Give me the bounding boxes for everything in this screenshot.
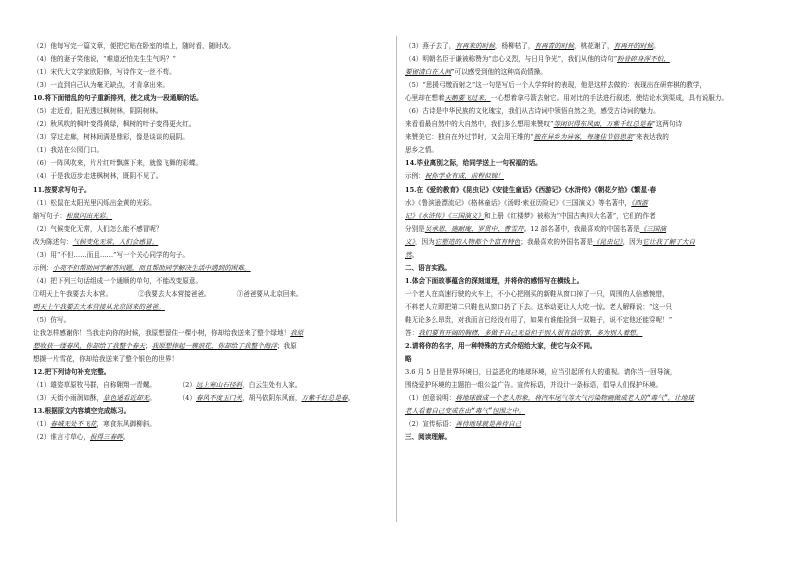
- text: ③爸爸要从北京回来。: [236, 289, 303, 298]
- left-line: [33, 236, 385, 249]
- text: 不料老人立即把第二只鞋也从窗口扔了下去。这举动更让人大吃一惊。老人解释说：“这一只: [405, 302, 673, 311]
- right-line: [405, 157, 759, 170]
- text: 。12 部名著中，我最喜欢的中国名著是: [523, 224, 640, 233]
- text: ，胡马依阴东风面，: [242, 394, 302, 403]
- text: 。: [347, 394, 355, 403]
- text: （2）气候变化无常，人们怎么能不感冒呢？: [33, 224, 163, 233]
- text: ，因为: [622, 237, 643, 246]
- text: ；我最喜欢的外国名著是: [520, 237, 593, 246]
- answer-text: 它让我了解了大自: [642, 237, 696, 246]
- answer-text: 义》: [405, 237, 415, 246]
- right-line: [405, 340, 759, 353]
- text: ，桃花谢了，: [574, 42, 614, 50]
- text: 来看看最自然中的大自然中，我们多么想用来赞叹“: [405, 120, 554, 129]
- text: ”可以感受到他的这种高尚情操。: [451, 68, 547, 77]
- left-line: [33, 405, 385, 418]
- right-column: [405, 40, 759, 444]
- right-line: [405, 92, 759, 105]
- answer-text: 万紫千红总是春: [301, 394, 348, 403]
- answer-text: 气候变化无常，人们会感冒。: [72, 237, 159, 246]
- answer-text: 老人看着自己变成在由“毒气”包围之中。: [405, 407, 526, 416]
- left-line: [33, 118, 385, 131]
- right-line: [405, 288, 759, 301]
- answer-text: 远上寒山石径斜: [195, 381, 243, 390]
- left-line: [33, 197, 385, 210]
- right-line: [405, 405, 759, 418]
- text: （2）: [181, 381, 196, 390]
- left-line: [33, 418, 385, 431]
- left-line: [33, 392, 385, 405]
- text: ①明天上午我要去大本营。: [33, 289, 113, 298]
- text: 答：: [405, 329, 419, 338]
- text: 示例：: [33, 263, 53, 272]
- right-line: [405, 79, 759, 92]
- text: （1）创意说明：: [405, 394, 456, 403]
- left-line: [33, 249, 385, 262]
- text: （6）一阵风吹来，片片红叶飘落下来，就像飞舞的彩蝶。: [33, 159, 203, 168]
- text: 分别是: [405, 224, 425, 233]
- answer-text: 《西游: [631, 198, 648, 207]
- right-line: [405, 118, 759, 131]
- text: 鞋无论多么昂贵，对我而言已经没有用了，如果有谁能捡到一双鞋子，说不定他还能穿呢！”: [405, 315, 673, 324]
- text: 14.毕业离别之际，给同学送上一句祝福的话。: [405, 159, 542, 168]
- text: 三、阅读理解。: [405, 433, 452, 442]
- text: ，寒食东风御柳斜。: [96, 420, 156, 429]
- text: 一心想着拿弓箭去射它。用对比的手法进行叙述，使结论水到渠成，具有说服力。: [490, 94, 729, 103]
- right-line: [405, 249, 759, 262]
- text: 13.根据原文内容填空完成练习。: [33, 407, 131, 416]
- left-line: [33, 170, 385, 183]
- left-line: [33, 353, 385, 366]
- left-line: [33, 379, 385, 392]
- text: ；: [145, 342, 152, 351]
- text: （2）秋风吹的枫叶变得黄绿，枫树的叶子变得更火红。: [33, 120, 196, 129]
- text: （5）仿写。: [33, 315, 71, 324]
- text: ，杨柳枯了，: [494, 42, 535, 50]
- right-line: [405, 105, 759, 118]
- answer-text: 小亮不但帮助同学解答问题，而且帮助同学解决生活中遇到的困难。: [52, 263, 251, 272]
- answer-text: 天鹅要飞过来，: [444, 94, 491, 103]
- text: 想撷一片雪花，你却给我送来了整个银色的世界！: [33, 355, 179, 364]
- left-line: [33, 275, 385, 288]
- text: 水》《鲁滨逊漂流记》《格林童话》《汤姆·索亚历险记》《三国演义》等名著中，: [405, 198, 632, 207]
- answer-text: 想收获一缕春风，: [33, 342, 86, 351]
- answer-text: 将地球做成一个老人形象，将汽车尾气等大气污染物画做成老人的“毒气”，让地球: [455, 394, 695, 403]
- left-line: [33, 53, 385, 66]
- text: （2）谁言寸草心，: [33, 433, 90, 442]
- answer-text: 善待地球就是善待自己: [455, 420, 522, 429]
- answer-text: 草色遥看近却无: [103, 394, 150, 403]
- text: 10.将下面错乱的句子重新排列，使之成为一段通顺的话。: [33, 94, 203, 103]
- right-line: [405, 301, 759, 314]
- answer-text: 你却给了我整个海洋: [217, 342, 277, 351]
- text: 让我怎样感谢你！当我走向你的时候，我原想留住一棵小树，你却给我送来了整个绿地！: [33, 329, 291, 338]
- left-line: [33, 314, 385, 327]
- text: ；我原: [276, 342, 297, 351]
- left-line: [33, 431, 385, 444]
- answer-text: 记》《水浒传》《三国演义》: [405, 211, 485, 220]
- left-line: [33, 92, 385, 105]
- left-line: [33, 131, 385, 144]
- left-line: [33, 327, 385, 340]
- left-line: [33, 157, 385, 170]
- left-line: [33, 223, 385, 236]
- text: 缩写句子：: [33, 211, 66, 220]
- right-line: [405, 314, 759, 327]
- text: （1）宋代大文学家欧阳修，写诗作文一丝不苟。: [33, 68, 176, 77]
- text: 二、语言实践。: [405, 263, 452, 272]
- text: 示例：: [405, 172, 425, 181]
- text: （3）天街小雨润如酥，: [33, 394, 104, 403]
- right-line: [405, 144, 759, 157]
- right-line: [405, 170, 759, 183]
- left-line: [33, 210, 385, 223]
- answer-text: 有再来的时候: [455, 42, 495, 50]
- text: （4）他的妻子笑他说，“难道还怕先生生气吗？”: [33, 55, 176, 64]
- right-line: [405, 223, 759, 236]
- text: （3）穿过走廊，树林间满是鼎彩，像是谈谈的晨阴。: [33, 133, 189, 142]
- answer-text: 祝你学业有成，前程似锦！: [424, 172, 504, 181]
- text: （5）“思援弓缴而射之”这一句是写后一个人学弈时的表现，他是这样去做的：表现出在研弈棋的教学，: [405, 81, 707, 90]
- text: （4）把下列三句话组成一个通顺的单句，不能改变原意。: [33, 276, 203, 285]
- answer-text: 春风不度玉门关: [195, 394, 243, 403]
- answer-text: 你却给了我整个春天: [85, 342, 146, 351]
- text: 。: [653, 42, 660, 50]
- right-line: [405, 40, 759, 53]
- left-line: [33, 79, 385, 92]
- right-line: [405, 131, 759, 144]
- text: （3）一直到自己认为毫无缺点，才肯拿出来。: [33, 81, 170, 90]
- right-line: [405, 210, 759, 223]
- text: 围绕爱护环境的主题拍一组公益广告。宣传标语，并设计一条标语，倡导人们保护环境。: [405, 381, 663, 390]
- column-divider: [396, 36, 397, 522]
- text: （3）燕子去了，: [405, 42, 456, 50]
- left-line: [33, 366, 385, 379]
- right-line: [405, 418, 759, 431]
- text: ”这两句诗: [652, 120, 683, 129]
- right-line: [405, 353, 759, 366]
- right-line: [405, 236, 759, 249]
- right-line: [405, 392, 759, 405]
- text: （5）走近看，阳光透过枫树林，阴阴树林。: [33, 107, 163, 116]
- text: 心里却在想着: [405, 94, 445, 103]
- left-line: [33, 184, 385, 197]
- text: ②我要去大本营接爸爸。: [138, 289, 211, 298]
- text: 3.6 月 5 日是世界环境日，日益恶化的地球环境，应当引起所有人的重视。请你当一回导演，: [405, 368, 677, 377]
- right-line: [405, 66, 759, 79]
- left-line: [33, 301, 385, 314]
- text: （2）宣传标语：: [405, 420, 456, 429]
- left-line: [33, 40, 385, 53]
- text: （1）雄姿草原牧马群，自称翱翔一青螺。: [33, 381, 156, 390]
- text: （4）: [181, 394, 196, 403]
- right-line: [405, 262, 759, 275]
- text: 11.按要求写句子。: [33, 185, 91, 194]
- text: 一个老人在高速行驶的火车上，不小心把刚买的新鞋从窗口掉了一只，周围的人倍感惋惜，: [405, 289, 669, 298]
- answer-text: 《昆虫记》: [592, 237, 623, 246]
- text: 。: [122, 433, 130, 442]
- answer-text: 报得三春晖: [89, 433, 123, 442]
- right-line: [405, 197, 759, 210]
- text: （1）松鼠在太阳光里闪烁出金黄的光彩。: [33, 198, 156, 207]
- text: 1.体会下面故事蕴含的深刻道理，并将你的感悟写在横线上。: [405, 276, 584, 285]
- answer-text: 春城无处不飞花: [50, 420, 97, 429]
- answer-text: 吴承恩、施耐庵、罗贯中、曹雪芹: [424, 224, 524, 233]
- answer-text: 它塑造的人物都个个富有特色: [434, 237, 521, 246]
- answer-text: 明天上午我要去大本营接从北京回来的爸爸。: [33, 302, 165, 311]
- text: 2.请将你的名字，用一种特殊的方式介绍给大家，使它与众不同。: [405, 342, 597, 351]
- right-line: [405, 53, 759, 66]
- text: （1）: [33, 420, 51, 429]
- answer-text: 独在异乡为异客，每逢佳节倍思亲: [533, 133, 633, 142]
- text: 15.在《爱的教育》《昆虫记》《安徒生童话》《西游记》《水浒传》《朝花夕拾》《繁星·春: [405, 185, 657, 194]
- left-line: [33, 262, 385, 275]
- text: ”来表达我的: [632, 133, 669, 142]
- text: 思乡之情。: [405, 146, 438, 155]
- text: （4）明朝名臣于谦被称赞为“忠心义烈，与日月争光”，我们从他的诗句“: [405, 55, 618, 64]
- text: （2）他每写完一篇文章，便把它贴在卧室的墙上，随时看，随时改。: [33, 42, 236, 50]
- left-line: [33, 340, 385, 353]
- answer-text: 《三国演: [639, 224, 667, 233]
- text: ，白云生处有人家。: [242, 381, 302, 390]
- left-line: [33, 66, 385, 79]
- text: 。: [411, 250, 419, 259]
- answer-text: 粉骨碎身浑不怕，: [617, 55, 670, 64]
- text: （4）于是我迈步走进枫树林，既阴不见了。: [33, 172, 163, 181]
- left-line: [33, 105, 385, 118]
- answer-text: 我们要有开阔的胸襟，多做于自己无益但于别人很有益的事，多为别人着想。: [418, 329, 643, 338]
- text: 。: [149, 394, 156, 403]
- right-line: [405, 275, 759, 288]
- answer-text: 有再开的时候: [613, 42, 654, 50]
- answer-text: 有再青的时候: [534, 42, 575, 50]
- answer-text: 我原: [290, 329, 304, 338]
- right-line: [405, 366, 759, 379]
- left-line: [33, 144, 385, 157]
- text: （1）我站在公园门口。: [33, 146, 104, 155]
- text: 12.把下列诗句补充完整。: [33, 368, 111, 377]
- text: 来赞美它：独自在外过节时，又会用王维的“: [405, 133, 534, 142]
- right-line: [405, 379, 759, 392]
- right-line: [405, 327, 759, 340]
- answer-text: 等闲识得东风面，万紫千红总是春: [553, 120, 653, 129]
- answer-text: 然: [405, 250, 412, 259]
- answer-text: 要留清白在人间: [405, 68, 452, 77]
- text: ，因为: [414, 237, 435, 246]
- left-line: [33, 288, 385, 301]
- right-line: [405, 431, 759, 444]
- left-column: [33, 40, 385, 444]
- text: 改为陈述句：: [33, 237, 73, 246]
- right-line: [405, 184, 759, 197]
- text: （3）用“不但……而且……”写一个关心同学的句子。: [33, 250, 189, 259]
- answer-text: 松鼠闪出光彩。: [65, 211, 113, 220]
- answer-text: 我原想捧起一簇浪花，: [151, 342, 218, 351]
- text: 和上册《红楼梦》被称为“中国古典四大名著”，它们的作者: [484, 211, 656, 220]
- text: （6）古诗是中华民族的文化瑰宝，我们从古诗词中领悟自然之美，感受古诗词的魅力。: [405, 107, 660, 116]
- text: 略: [405, 355, 412, 364]
